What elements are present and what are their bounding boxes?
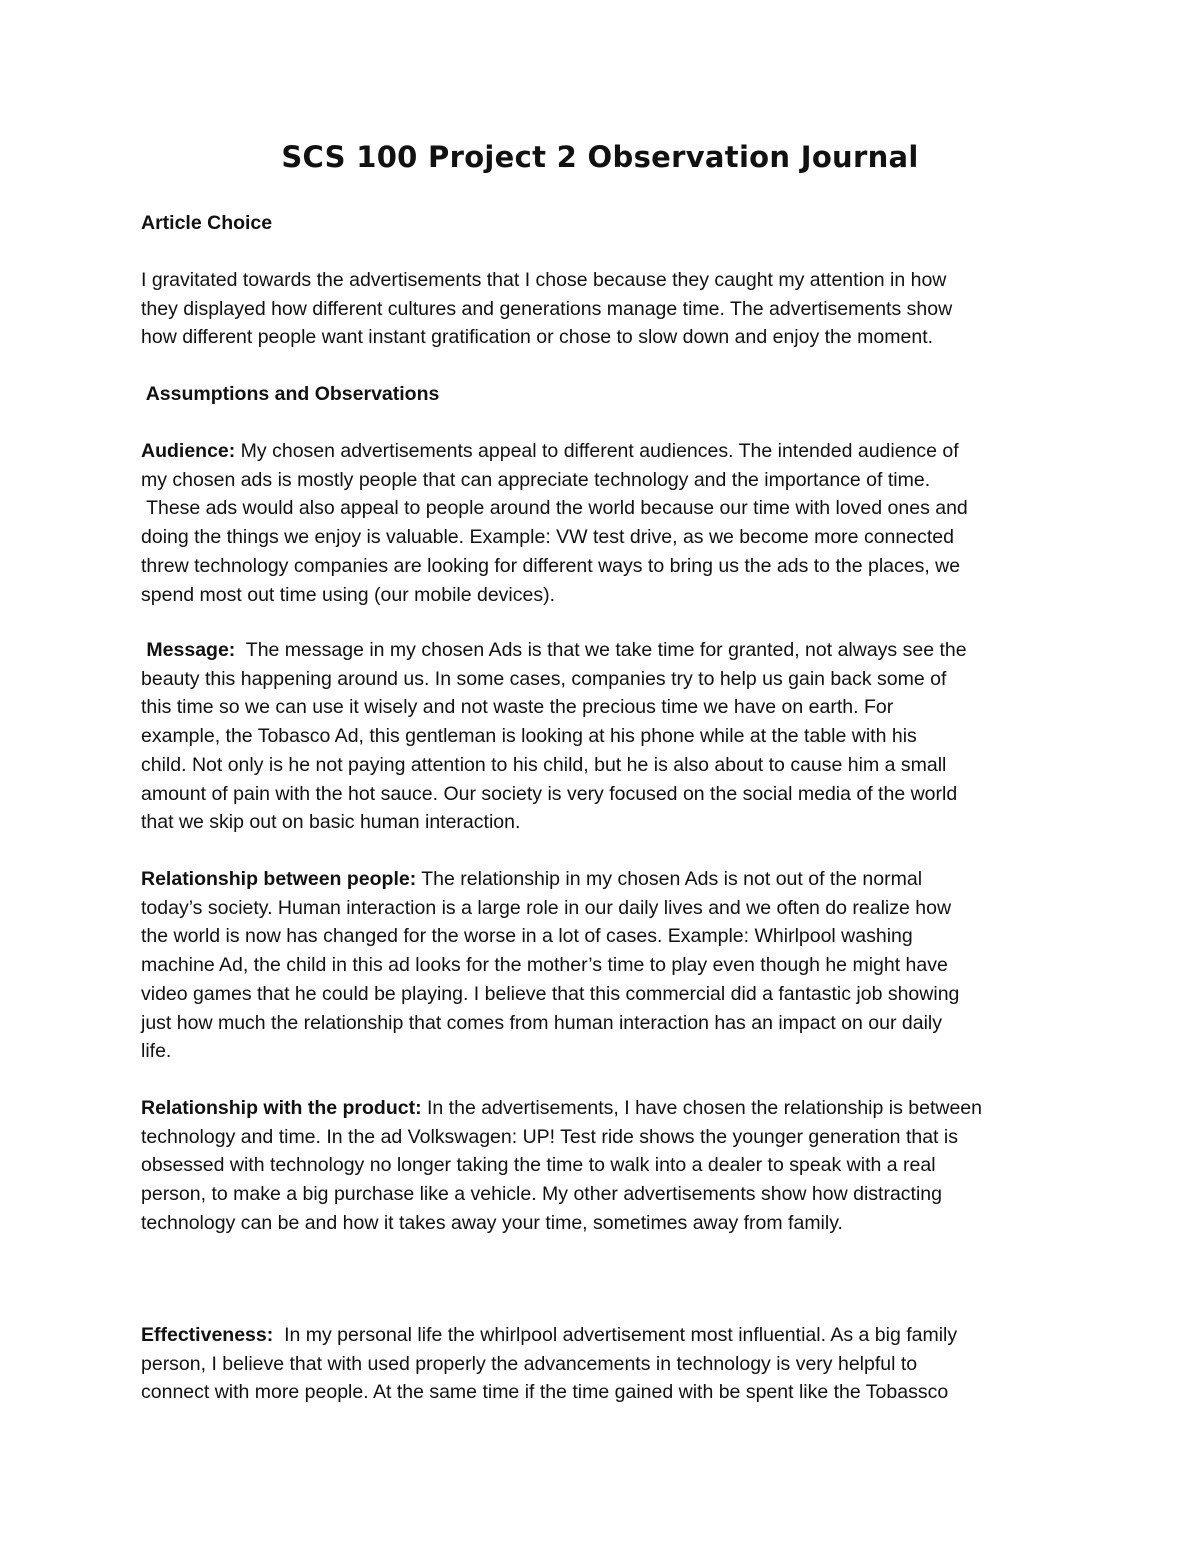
paragraph-line: I gravitated towards the advertisements that I chose because they caught my attention in how bbox=[141, 269, 947, 291]
paragraph-first-line bbox=[141, 865, 1071, 894]
paragraph-line: child. Not only is he not paying attention to his child, but he is also about to cause him a small bbox=[141, 753, 947, 776]
paragraph-line: that we skip out on basic human interaction. bbox=[141, 811, 521, 834]
page-title: SCS 100 Project 2 Observation Journal bbox=[281, 140, 919, 174]
paragraph-line: this time so we can use it wisely and not waste the precious time we have on earth. For bbox=[141, 696, 894, 719]
paragraph-first-line bbox=[141, 1321, 1071, 1350]
paragraph-first-line bbox=[141, 1094, 1071, 1123]
message-paragraph bbox=[141, 636, 1071, 837]
audience-paragraph bbox=[141, 437, 1071, 609]
relationship-product-paragraph bbox=[141, 1094, 1071, 1238]
effectiveness-label: Effectiveness: bbox=[141, 1324, 274, 1346]
message-label: Message: bbox=[141, 639, 236, 661]
paragraph-line: person, I believe that with used properly the advancements in technology is very helpful to bbox=[141, 1352, 918, 1375]
relationship-people-paragraph bbox=[141, 865, 1071, 1066]
effectiveness-paragraph bbox=[141, 1321, 1071, 1407]
paragraph-line: my chosen ads is mostly people that can appreciate technology and the importance of time. bbox=[141, 468, 931, 491]
paragraph-first-line bbox=[141, 437, 1071, 466]
paragraph-line: beauty this happening around us. In some cases, companies try to help us gain back some of bbox=[141, 667, 947, 690]
paragraph-line: how different people want instant gratification or chose to slow down and enjoy the moment. bbox=[141, 326, 934, 349]
paragraph-text: My chosen advertisements appeal to different audiences. The intended audience of bbox=[235, 440, 959, 462]
relationship-people-label: Relationship between people: bbox=[141, 868, 417, 890]
paragraph-first-line bbox=[141, 636, 1071, 665]
paragraph-line: the world is now has changed for the worse in a lot of cases. Example: Whirlpool washing bbox=[141, 925, 913, 948]
paragraph-text: In the advertisements, I have chosen the relationship is between bbox=[421, 1097, 982, 1119]
article-choice-section bbox=[141, 209, 1071, 238]
paragraph-line: amount of pain with the hot sauce. Our society is very focused on the social media of the world bbox=[141, 782, 958, 805]
relationship-product-label: Relationship with the product: bbox=[141, 1097, 422, 1119]
paragraph-text: The message in my chosen Ads is that we take time for granted, not always see the bbox=[235, 639, 967, 661]
paragraph-line: obsessed with technology no longer taking the time to walk into a dealer to speak with a real bbox=[141, 1154, 936, 1177]
paragraph-line: life. bbox=[141, 1040, 172, 1063]
paragraph-line: These ads would also appeal to people around the world because our time with loved ones and bbox=[141, 497, 968, 520]
paragraph-line: technology can be and how it takes away your time, sometimes away from family. bbox=[141, 1211, 843, 1234]
paragraph-line: doing the things we enjoy is valuable. Example: VW test drive, as we become more connected bbox=[141, 526, 954, 549]
article-choice-paragraph bbox=[141, 266, 1071, 352]
paragraph-line: video games that he could be playing. I believe that this commercial did a fantastic job showing bbox=[141, 982, 960, 1005]
audience-label: Audience: bbox=[141, 440, 236, 462]
paragraph-line: threw technology companies are looking for different ways to bring us the ads to the places, we bbox=[141, 554, 961, 577]
paragraph-line: just how much the relationship that comes from human interaction has an impact on our daily bbox=[141, 1011, 942, 1034]
assumptions-section bbox=[141, 380, 1071, 409]
paragraph-line: spend most out time using (our mobile devices). bbox=[141, 583, 556, 606]
paragraph-line: technology and time. In the ad Volkswagen: UP! Test ride shows the younger generation that is bbox=[141, 1125, 958, 1148]
paragraph-text: The relationship in my chosen Ads is not out of the normal bbox=[416, 868, 923, 890]
paragraph-text: In my personal life the whirlpool advertisement most influential. As a big family bbox=[273, 1324, 958, 1346]
assumptions-heading: Assumptions and Observations bbox=[141, 383, 440, 405]
paragraph-line: connect with more people. At the same time if the time gained with be spent like the Tobassco bbox=[141, 1381, 949, 1404]
paragraph-line: person, to make a big purchase like a vehicle. My other advertisements show how distracting bbox=[141, 1183, 942, 1206]
paragraph-line: machine Ad, the child in this ad looks for the mother’s time to play even though he might have bbox=[141, 954, 948, 977]
paragraph-line: they displayed how different cultures and generations manage time. The advertisements show bbox=[141, 297, 953, 320]
paragraph-line: today’s society. Human interaction is a large role in our daily lives and we often do realize how bbox=[141, 896, 952, 919]
paragraph-line: example, the Tobasco Ad, this gentleman is looking at his phone while at the table with his bbox=[141, 725, 917, 748]
article-choice-heading: Article Choice bbox=[141, 212, 273, 234]
